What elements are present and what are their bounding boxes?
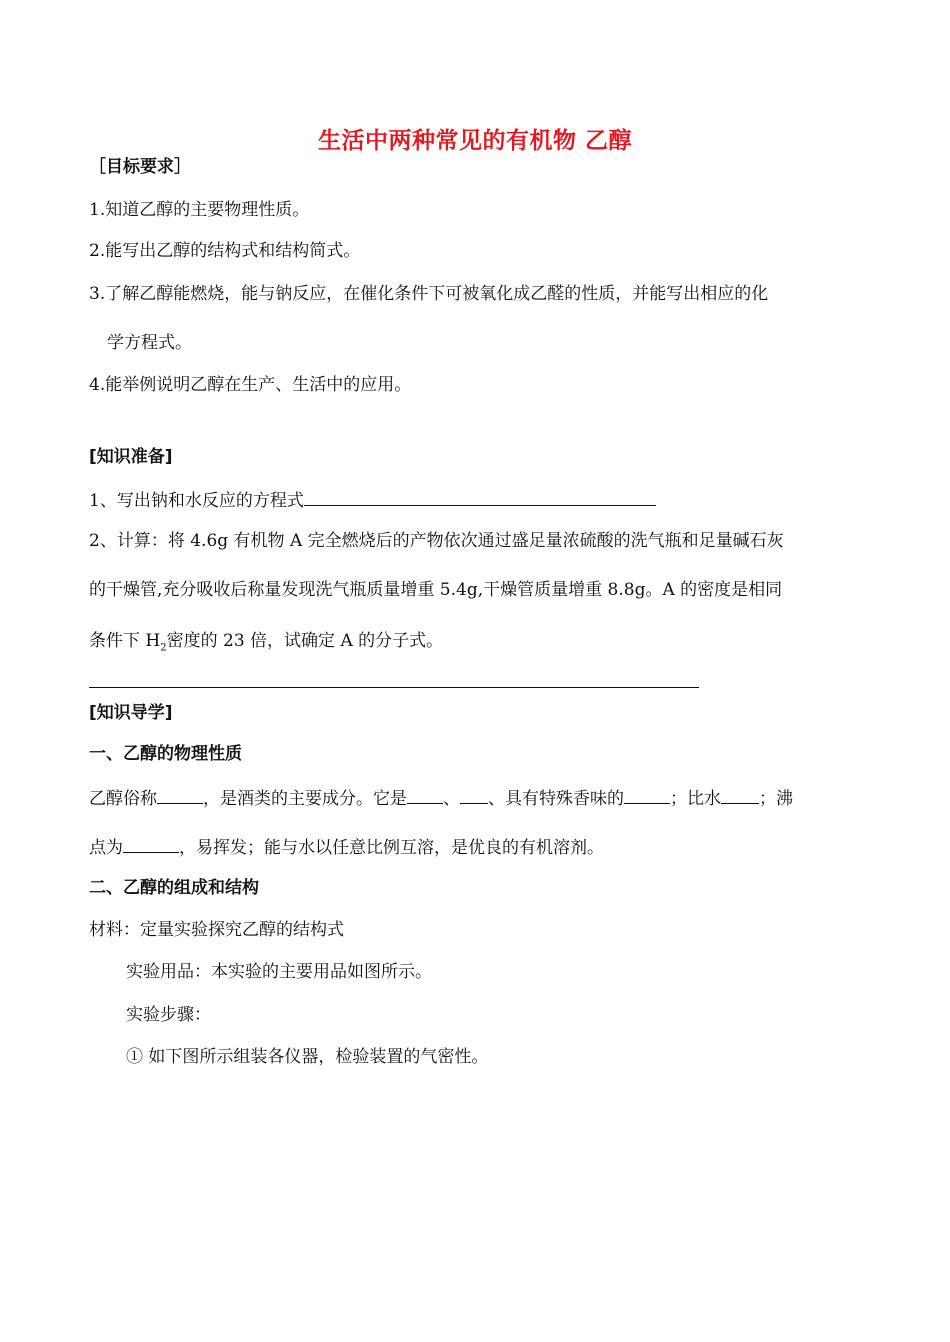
p1-text-e: ；比水 <box>670 789 721 809</box>
answer-blank[interactable] <box>304 487 656 506</box>
prep-heading: [知识准备] <box>89 447 173 467</box>
p2-text-b: ，易挥发；能与水以任意比例互溶，是优良的有机溶剂。 <box>179 838 604 858</box>
step-1-line: ① 如下图所示组装各仪器，检验装置的气密性。 <box>126 1047 489 1067</box>
blank-boiling-point[interactable] <box>123 834 179 853</box>
p1-text-d: 、具有特殊香味的 <box>488 789 624 809</box>
p2-text-a: 点为 <box>89 838 123 858</box>
blank-substance[interactable] <box>624 785 670 804</box>
goal-item-3-cont: 学方程式。 <box>107 333 192 353</box>
p1-text-b: ，是酒类的主要成分。它是 <box>203 789 407 809</box>
goals-heading: ［目标要求］ <box>89 157 191 177</box>
p1-text-a: 乙醇俗称 <box>89 789 157 809</box>
page-title: 生活中两种常见的有机物 乙醇 <box>317 128 632 154</box>
section-1-paragraph-line-2 <box>89 834 604 860</box>
goal-item-3: 3.了解乙醇能燃烧，能与钠反应，在催化条件下可被氧化成乙醛的性质，并能写出相应的化 <box>89 284 769 304</box>
blank-density[interactable] <box>721 785 759 804</box>
blank-color[interactable] <box>407 785 443 804</box>
steps-line: 实验步骤： <box>126 1005 211 1025</box>
guide-heading: [知识导学] <box>89 703 173 723</box>
section-1-paragraph-line-1 <box>89 785 793 811</box>
blank-common-name[interactable] <box>157 785 203 804</box>
prep-question-1 <box>89 487 656 513</box>
prep-question-2-line-2: 的干燥管,充分吸收后称量发现洗气瓶质量增重 5.4g,干燥管质量增重 8.8g。A 的密度是相同 <box>89 580 783 600</box>
section-2-heading: 二、乙醇的组成和结构 <box>89 878 259 898</box>
q2-text-a: 条件下 H <box>89 631 161 651</box>
prep-question-2-line-3 <box>89 629 443 660</box>
answer-line[interactable] <box>89 687 699 688</box>
supplies-line: 实验用品：本实验的主要用品如图所示。 <box>126 962 432 982</box>
p1-text-f: ；沸 <box>759 789 793 809</box>
subscript-2: 2 <box>160 642 167 654</box>
blank-state[interactable] <box>460 785 488 804</box>
goal-item-4: 4.能举例说明乙醇在生产、生活中的应用。 <box>89 375 412 395</box>
q2-text-b: 密度的 23 倍，试确定 A 的分子式。 <box>166 631 444 651</box>
prep-question-1-text: 1、写出钠和水反应的方程式 <box>89 491 304 511</box>
prep-question-2-line-1: 2、计算：将 4.6g 有机物 A 完全燃烧后的产物依次通过盛足量浓硫酸的洗气瓶和足量碱石灰 <box>89 531 784 551</box>
section-1-heading: 一、乙醇的物理性质 <box>89 744 242 764</box>
material-line: 材料：定量实验探究乙醇的结构式 <box>89 920 344 940</box>
goal-item-1: 1.知道乙醇的主要物理性质。 <box>89 200 310 220</box>
goal-item-2: 2.能写出乙醇的结构式和结构简式。 <box>89 241 361 261</box>
p1-text-c: 、 <box>443 789 460 809</box>
